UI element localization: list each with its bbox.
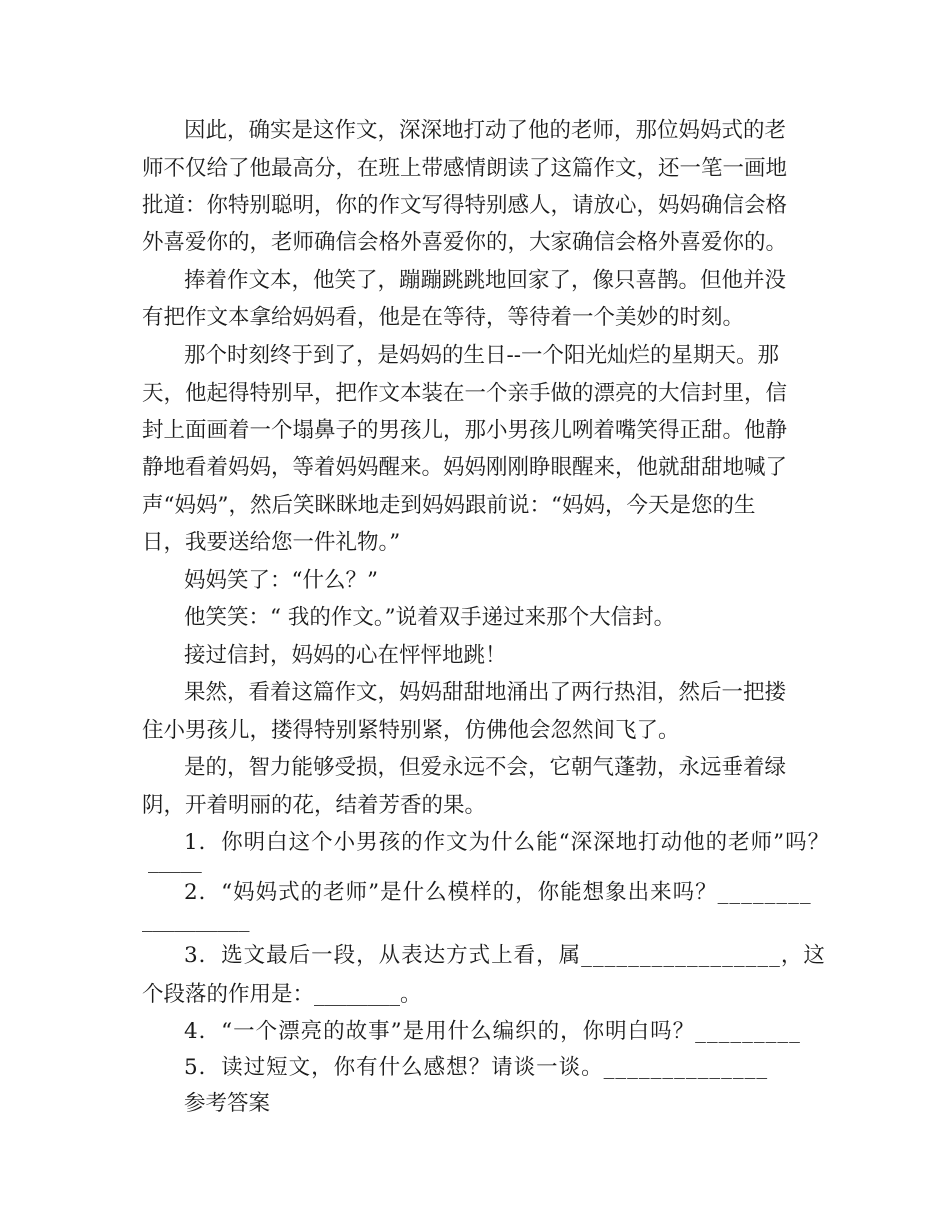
paragraph-line: 捧着作文本，他笑了，蹦蹦跳跳地回家了，像只喜鹊。但他并没 — [184, 268, 787, 293]
paragraph-line: 有把作文本拿给妈妈看，他是在等待，等待着一个美妙的时刻。 — [142, 305, 745, 330]
answer-blank: __________ — [142, 908, 250, 933]
question-3-continued: 个段落的作用是：________。 — [142, 982, 422, 1007]
paragraph-line: 他笑笑：“ 我的作文。”说着双手递过来那个大信封。 — [184, 605, 676, 630]
question-2: 2．“妈妈式的老师”是什么模样的，你能想象出来吗？________ — [184, 880, 812, 905]
question-4: 4．“一个漂亮的故事”是用什么编织的，你明白吗？_________ — [184, 1019, 801, 1044]
paragraph-line: 因此，确实是这作文，深深地打动了他的老师，那位妈妈式的老 — [184, 118, 787, 143]
paragraph-line: 师不仅给了他最高分，在班上带感情朗读了这篇作文，还一笔一画地 — [142, 156, 788, 181]
paragraph-line: 日，我要送给您一件礼物。” — [142, 530, 401, 555]
paragraph-line: 封上面画着一个塌鼻子的男孩儿，那小男孩儿咧着嘴笑得正甜。他静 — [142, 418, 788, 443]
reference-answers-heading: 参考答案 — [184, 1091, 271, 1116]
paragraph-line: 是的，智力能够受损，但爱永远不会，它朝气蓬勃，永远垂着绿 — [184, 755, 787, 780]
paragraph-line: 接过信封，妈妈的心在怦怦地跳！ — [184, 643, 507, 668]
paragraph-line: 妈妈笑了：“什么？” — [184, 568, 378, 593]
paragraph-line: 那个时刻终于到了，是妈妈的生日--一个阳光灿烂的星期天。那 — [184, 343, 780, 368]
question-5: 5．读过短文，你有什么感想？请谈一谈。______________ — [184, 1055, 769, 1080]
paragraph-line: 天，他起得特别早，把作文本装在一个亲手做的漂亮的大信封里，信 — [142, 381, 788, 406]
paragraph-line: 果然，看着这篇作文，妈妈甜甜地涌出了两行热泪，然后一把搂 — [184, 680, 787, 705]
paragraph-line: 批道：你特别聪明，你的作文写得特别感人，请放心，妈妈确信会格 — [142, 193, 788, 218]
paragraph-line: 住小男孩儿，搂得特别紧特别紧，仿佛他会忽然间飞了。 — [142, 718, 680, 743]
answer-blank: _____ — [148, 849, 202, 874]
question-3: 3．选文最后一段，从表达方式上看，属_________________，这 — [184, 943, 826, 968]
question-1: 1．你明白这个小男孩的作文为什么能“深深地打动他的老师”吗？ — [184, 830, 831, 855]
paragraph-line: 静地看着妈妈，等着妈妈醒来。妈妈刚刚睁眼醒来，他就甜甜地喊了 — [142, 455, 788, 480]
paragraph-line: 阴，开着明丽的花，结着芳香的果。 — [142, 793, 487, 818]
paragraph-line: 声“妈妈”，然后笑眯眯地走到妈妈跟前说：“妈妈，今天是您的生 — [142, 493, 756, 518]
paragraph-line: 外喜爱你的，老师确信会格外喜爱你的，大家确信会格外喜爱你的。 — [142, 230, 788, 255]
